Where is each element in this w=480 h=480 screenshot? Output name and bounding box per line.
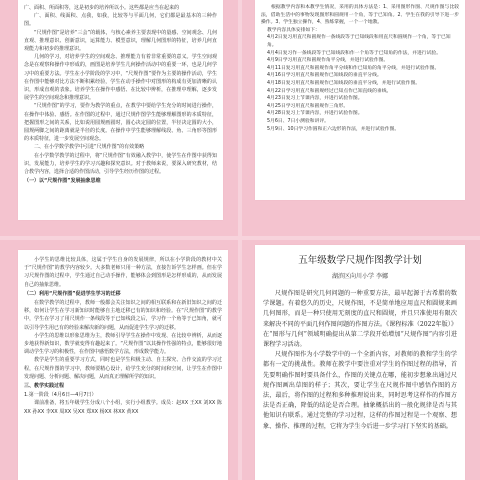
document-title: 五年级数学尺规作图教学计划 <box>298 255 422 266</box>
subsection-heading: （一）以“尺规作图”发展抽象思维 <box>24 178 101 185</box>
schedule-item: 4月23日复习上节课内容，并进行试验作图。 <box>267 96 363 102</box>
stage-heading: 1.第一阶段（4月6日—4月7日） <box>24 392 97 399</box>
paragraph: 课前准备，将五年级学生分成八个小组，实行小组教学。成员：赵XX 王XX 刘XX 陈XX 孙XX 李XX 周XX 吴XX 郑XX 杨XX 林XX 黄XX <box>24 400 222 415</box>
page-text-line: 广、面积、所面积等，这是初步的培养所以小。这些都是应当在起来的 <box>24 5 180 11</box>
paragraph: “尺规作图”是培养“三会”的载体，与核心素养主要表现中的量感、空间观念、几何直观、推理意识、创新意识，运算能力、模型意识，理解几何图形的特征，培养几何直观能力和初步的推理意识。 <box>24 29 217 53</box>
section-heading: 二、在小学数学教学中引进“尺规作图”的有效策略 <box>34 144 145 151</box>
paragraph: 小学生的思维比较具体，这属于学生自身的发展规律，所以在小学阶段的教材中关于“尺规作图”的教学内容较少。大多数老师只用一种方法，直接告诉学生怎样画。但在学习尺规作图的过程中，学生通过自己动手操作，能够体会到图形是怎样形成的，从而发展自己的抽象思维。 <box>24 257 222 288</box>
paragraph: 教学是学生的重要学习方式，同时也是学生积极主动、自主探究、合作交流的学习过程，在尺规作图的学习中，教师要精心设计，给学生充分的时间和空间，让学生在作图中发现问题、分析问题、解决问题，从而真正理解所学的知识。 <box>24 357 222 380</box>
section-heading: 三、教学实践过程 <box>24 383 65 390</box>
subsection-heading: （二）利用“尺规作图”促进学生学习的迁移 <box>24 290 121 297</box>
schedule-item: 4月2日复习用直尺和圆规作一条线段等于已知线段和用直尺和圆规作一个角，等于已知角。 <box>267 35 451 48</box>
schedule-item: 4月22日学习用直尺和圆规经过已知点作已知直线的垂线。 <box>267 88 392 94</box>
schedule-item: 5月9日、10日学习作圆和正六边形的作法，并进行试验作图。 <box>267 126 400 132</box>
paragraph: 在小学数学教学的过程中，将“尺规作图”有效融入教学中，使学生在作图中获得知识，发展能力，培养学生的学习兴趣和探究意识。对于教师来说，要深入研究教材，结合教学内容，选择合适的作图活动，引导学生经历作图的过程。 <box>24 152 217 176</box>
paragraph: 小学生的思维以形象思维为主，教师引导学生在操作中发现、在比较中辨析，从而逐步地获得新知识，数学就变得有趣起来了。“尺规作图”以其操作性强的特点，能够很好地调动学生学习的积极性，在作图中感悟数学方法，形成数学能力。 <box>24 332 222 356</box>
author-byline: 湖滨区向川小学 李娜 <box>332 273 388 280</box>
document-page-bottom-right <box>255 245 465 480</box>
paragraph: 根据教学内容和本教学生情况，采用的具体方法是：1、采用图形作图、尺规作图与比较法，借助生活中的事物发现图形和圆规用一个角，等于已知角。2、学生在我的引导下进一步操作。3、学生独立操作，4、熟练掌握，一个一个地教。 <box>261 5 459 26</box>
document-page-bottom-left <box>18 250 228 480</box>
horizontal-gutter <box>0 236 480 240</box>
document-page-top-left <box>18 0 223 220</box>
paragraph: 尺规作图作为小学数学中的一个全新内容，对教师的教和学生的学都有一定的挑战性。教师在教学中要注重对学生的作图过程的指导，首先要明确作图时要具备什么，作图的关键点在哪，能初步想象出通过尺规作图画出草图的样子；其次，要让学生在尺规作图中感悟作图的方法，最后，将作图的过程和多种推理说出来，同时思考这样作的作图方法是否正确，降低的结论是否合理。抽象概括出的一般化规律是否与其他知识有联系。通过完整的学习过程，这样的作图过程是一个观察、想象、操作、推理的过程，它将为学生今后进一步学习打下坚实的基础。 <box>263 351 457 430</box>
schedule-item: 4月16日学习用直尺和圆规作已知线段的垂直平分线。 <box>267 73 382 79</box>
document-page-top-right <box>255 0 465 200</box>
schedule-label: 教学内容具体安排如下： <box>267 27 320 33</box>
paragraph: 尺规作图是研究几何问题的一种重要方法，最早起源于古希腊的数学课题。有着悠久的历史，尺规作图，不是简单地应用直尺和圆规来画几何图形，而是一种只使用无刻度的直尺和圆规，并且只准使用有限次来解决不同的平面几何作图问题的作图方法。《课程标准（2022年版）》在“图形与几何”领域明确提出从第二学段开始增加“尺规作图”内容引进课程学习活动。 <box>263 290 457 349</box>
schedule-item: 4月25日学习用直尺和圆规作三角形。 <box>267 103 349 109</box>
paragraph: 几何的学习，对培养学生的空间观念、推理能力有着非常重要的意义。学生空间观念是在观察和操作中形成的，画图是培养学生几何操作活动中的重要一环，也是几何学习中的重要方法。学生在小学阶段的学习中，“尺规作图”要作为主要的操作活动，学生在作图中能够对比方法不断积累经验，学生在动手操作中对图形的构成有更加清晰的认识，形成直观的表象。培养学生在操作中感悟、在比较中辨析，在推理中理解，逐步发展学生的空间观念和推理意识。 <box>24 54 217 102</box>
paragraph: 在数学教学的过程中，教师一般都会关注知识之间的相互联系和在新旧知识之间的迁移，如何让学生在学习新知识时能够自主地迁移已有的知识和经验。在“尺规作图”的教学中，学生在学习了用尺规作一条线段等于已知线段之后，学习作一个角等于已知角，就可以引导学生用已有的经验来解决新的问题，从而促进学生学习的迁移。 <box>24 300 222 331</box>
schedule-item: 4月9日学习用直尺和圆规作角平分线，并进行试验作图。 <box>267 58 389 64</box>
vertical-gutter <box>238 0 242 480</box>
schedule-item: 4月28日复习上节课内容，并进行试验作图。 <box>267 111 363 117</box>
schedule-item: 5月6日、7日小测验和讲评。 <box>267 118 329 124</box>
schedule-item: 4月11日复习用直尺和圆规作角平分线和作已知角的角平分线，并进行试验作图。 <box>267 65 440 71</box>
paragraph: 广、面积、线面积、点我，如我，比较等与平面几何，它们都是最基本的三种作图。 <box>24 13 217 28</box>
schedule-item: 4月18日复习用直尺和圆规作已知线段的垂直平分线，并进行试验作图。 <box>267 80 421 86</box>
schedule-item: 4月4日复习作一条线段等于已知线段和作一个角等于已知角的作法，并进行试验。 <box>267 50 441 56</box>
paragraph: “尺规作图”的学习，要作为教学的重点，在教学中要给学生充分的时间进行操作，在操作中体验、感悟。在作图的过程中，通过尺规作图学生能够理解图形的本质特征，把握图形之间的关系，比如说用圆规画圆时，圆心决定圆的位置，半径决定圆的大小，圆规两脚之间的距离就是半径的长度。在操作中学生能够理解线段、角、三角形等图形的本质特征，进一步发展空间观念。 <box>24 103 217 143</box>
